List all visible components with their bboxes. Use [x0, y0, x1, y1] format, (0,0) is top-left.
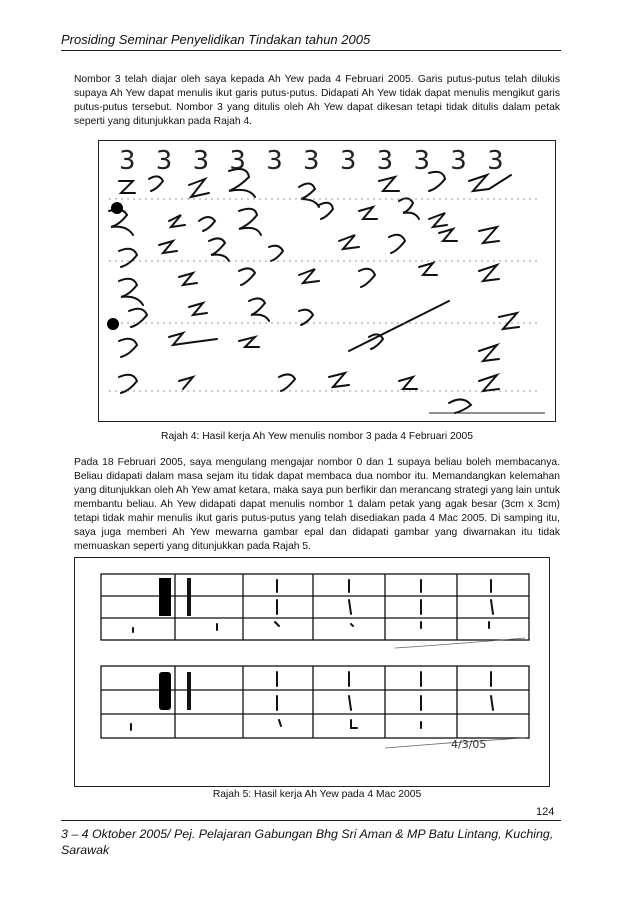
handwriting-3s-drawing — [99, 141, 555, 421]
filled-block — [159, 672, 171, 710]
figure-5-image — [74, 557, 550, 787]
handwritten-date: 4/3/05 — [451, 738, 487, 751]
number-1-grid-drawing — [75, 558, 549, 786]
running-footer: 3 – 4 Oktober 2005/ Pej. Pelajaran Gabungan Bhg Sri Aman & MP Batu Lintang, Kuching, Sarawak — [61, 820, 561, 858]
filled-block — [159, 578, 171, 616]
page-number: 124 — [536, 806, 555, 818]
stroke-one — [187, 672, 191, 710]
dashed-guides — [109, 199, 539, 391]
ones-bottom — [131, 672, 493, 730]
printed-3-row: 3 3 3 3 3 3 3 3 3 3 3 — [119, 146, 510, 176]
stroke-one — [187, 578, 191, 616]
figure-4-caption: Rajah 4: Hasil kerja Ah Yew menulis nombor 3 pada 4 Februari 2005 — [161, 431, 473, 442]
paragraph-2: Pada 18 Februari 2005, saya mengulang mengajar nombor 0 dan 1 supaya beliau boleh membacanya. Beliau didapati dalam masa sejam itu tidak dapat membaca dua nombor itu. Memandangkan kelemahan yang ditunjukkan oleh Ah Yew amat ketara, maka saya pun berfikir dan merancang strategi yang lain untuk membantu beliau. Ah Yew didapati dapat menulis nombor 1 dalam petak yang agak besar (3cm x 3cm) tetapi tidak mahir menulis ikut garis putus-putus yang telah disediakan pada 4 Mac 2005. Di samping itu, saya juga memberi Ah Yew mewarna gambar epal dan didapati gambar yang diwarnakan itu tidak memuaskan seperti yang ditunjukkan pada Rajah 5. — [74, 457, 560, 552]
ink-blot — [111, 202, 123, 214]
paragraph-1: Nombor 3 telah diajar oleh saya kepada Ah Yew pada 4 Februari 2005. Garis putus-putus telah dilukis supaya Ah Yew dapat menulis ikut garis putus-putus. Didapati Ah Yew tidak dapat menulis mengikut garis putus-putus tersebut. Nombor 3 yang ditulis oleh Ah Yew dapat dikesan tetapi tidak ditulis dalam petak seperti yang ditunjukkan pada Rajah 4. — [74, 74, 560, 127]
figure-5-caption: Rajah 5: Hasil kerja Ah Yew pada 4 Mac 2005 — [212, 789, 422, 800]
running-header: Prosiding Seminar Penyelidikan Tindakan tahun 2005 — [61, 32, 561, 51]
scribbles — [109, 169, 519, 413]
ink-blot — [107, 318, 119, 330]
figure-4-image — [98, 140, 556, 422]
